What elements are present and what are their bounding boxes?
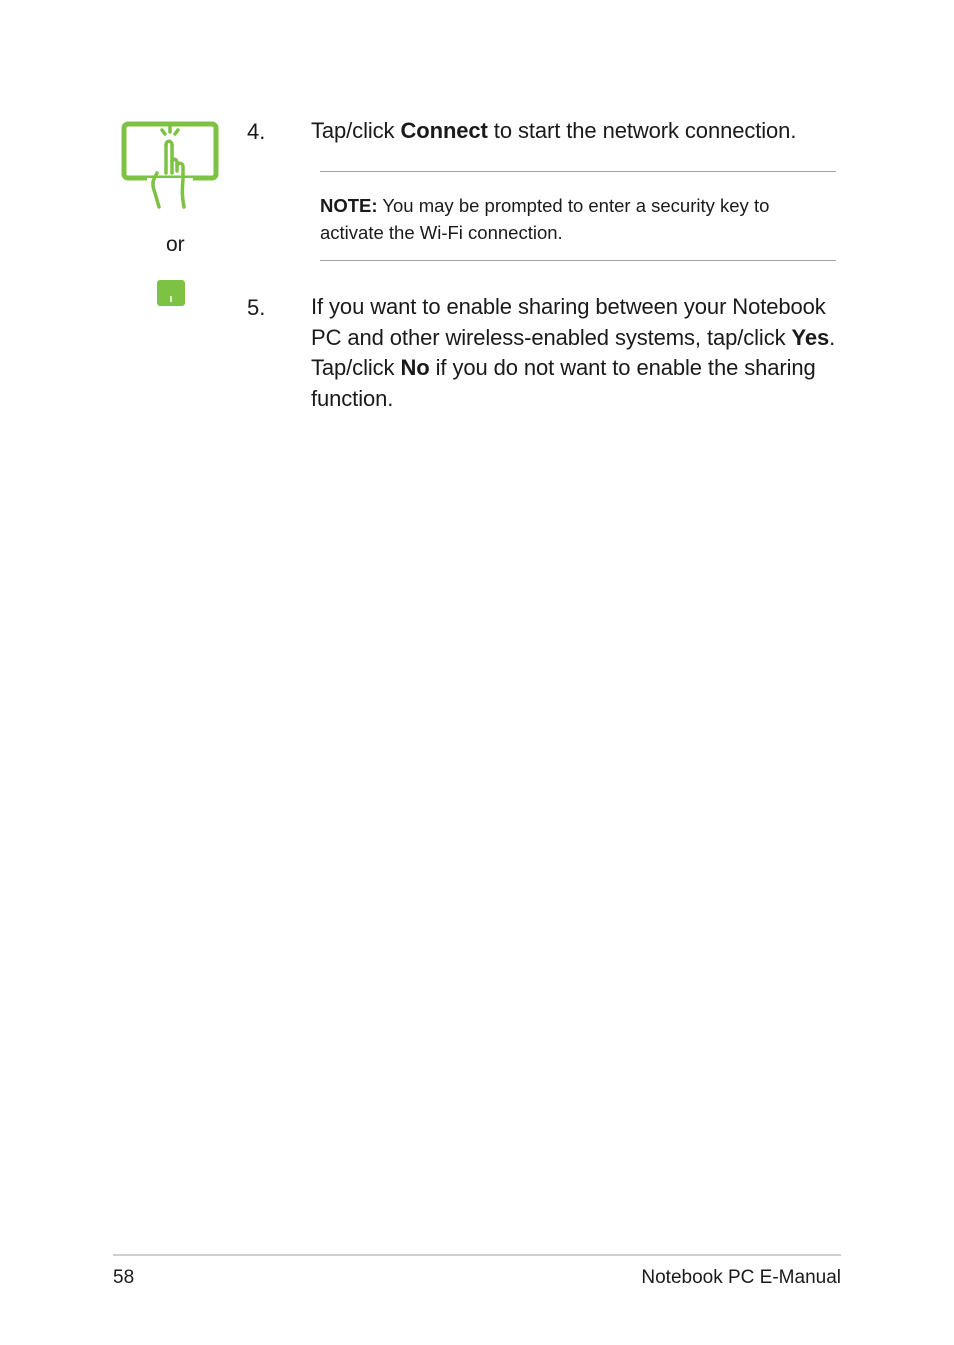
no-keyword: No xyxy=(400,355,430,381)
or-label: or xyxy=(166,233,185,256)
step-5-text xyxy=(311,292,841,415)
touch-screen-tap-icon xyxy=(121,121,219,211)
touchpad-icon xyxy=(157,280,185,306)
step-5-part2: . Tap/click xyxy=(311,324,836,381)
yes-keyword: Yes xyxy=(791,324,830,350)
note-block xyxy=(320,192,836,246)
connect-keyword: Connect xyxy=(400,118,488,143)
step-4-text xyxy=(311,116,851,147)
page-number: 58 xyxy=(113,1267,135,1288)
manual-title: Notebook PC E-Manual xyxy=(641,1267,841,1288)
step-5-part1: If you want to enable sharing between your Notebook PC and other wireless-enabled systems, tap/click xyxy=(311,294,826,350)
step-5-part3: if you do not want to enable the sharing function. xyxy=(311,355,816,412)
note-top-divider xyxy=(320,171,836,172)
step-number-5: 5. xyxy=(247,295,266,320)
footer-divider xyxy=(113,1254,841,1256)
step-number-4: 4. xyxy=(247,119,266,144)
note-label: NOTE: xyxy=(320,195,378,216)
note-text: You may be prompted to enter a security key to activate the Wi-Fi connection. xyxy=(320,195,770,243)
step-4-pre: Tap/click xyxy=(311,118,401,143)
note-bottom-divider xyxy=(320,260,836,261)
step-4-post: to start the network connection. xyxy=(487,118,797,143)
